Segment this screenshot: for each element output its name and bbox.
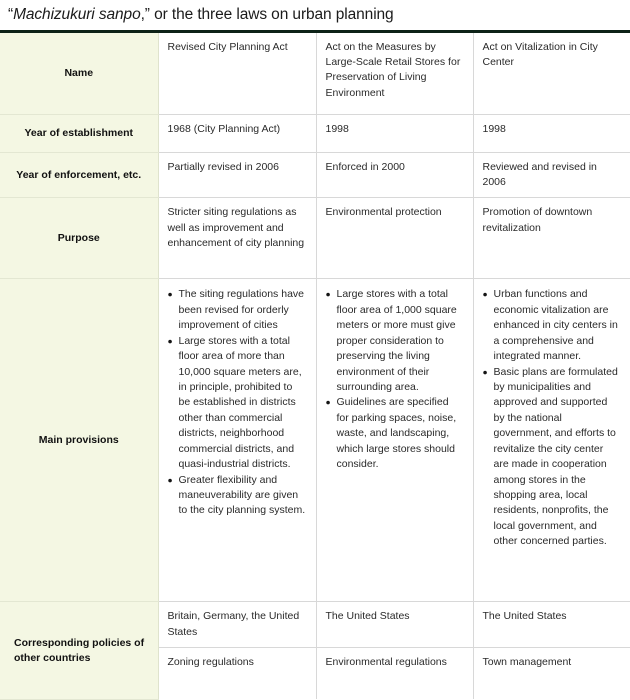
cell-name-col3: Act on Vitalization in City Center (473, 32, 630, 115)
table-row-purpose (0, 198, 630, 279)
table-row-main-provisions (0, 279, 630, 602)
cell-corresponding-policy-col1: Zoning regulations (158, 647, 316, 699)
cell-main-provisions-col2 (316, 279, 473, 602)
cell-year-enforcement-col2: Enforced in 2000 (316, 153, 473, 198)
title-quote-open: “ (8, 6, 14, 23)
provisions-list-col2 (326, 287, 464, 472)
title-italic-term: Machizukuri sanpo (13, 6, 141, 23)
row-label-main-provisions: Main provisions (0, 279, 158, 602)
cell-name-col1: Revised City Planning Act (158, 32, 316, 115)
cell-year-enforcement-col1: Partially revised in 2006 (158, 153, 316, 198)
provisions-list-col3 (483, 287, 622, 549)
provision-item: ● Guidelines are specified for parking spaces, noise, waste, and landscaping, which large stores should consider. (326, 395, 464, 472)
cell-corresponding-policy-col2: Environmental regulations (316, 647, 473, 699)
cell-name-col2: Act on the Measures by Large-Scale Retail Stores for Preservation of Living Environment (316, 32, 473, 115)
cell-corresponding-countries-col1: Britain, Germany, the United States (158, 602, 316, 647)
provision-item: ● Large stores with a total floor area of 1,000 square meters or more must give proper consideration to preserving the living environment of their surrounding area. (326, 287, 464, 395)
provision-item: ● Greater flexibility and maneuverability are given to the city planning system. (168, 473, 307, 519)
cell-main-provisions-col3 (473, 279, 630, 602)
cell-year-establishment-col2: 1998 (316, 115, 473, 153)
row-label-purpose: Purpose (0, 198, 158, 279)
laws-comparison-table (0, 30, 630, 700)
table-row-name (0, 32, 630, 115)
cell-corresponding-policy-col3: Town management (473, 647, 630, 699)
figure-title (0, 0, 630, 30)
provision-item: ● Basic plans are formulated by municipalities and approved and supported by the national government, and efforts to revitalize the city center are made in cooperation among stores in the shopping area, local residents, nonprofits, the local government, and other concerned parties. (483, 365, 622, 550)
row-label-year-establishment: Year of establishment (0, 115, 158, 153)
table-row-year-enforcement (0, 153, 630, 198)
provision-item: ● Large stores with a total floor area of more than 10,000 square meters are, in principle, prohibited to be established in districts other than commercial districts, neighborhood commercial districts, and quasi-industrial districts. (168, 334, 307, 473)
provision-item: ● The siting regulations have been revised for orderly improvement of cities (168, 287, 307, 333)
cell-purpose-col3: Promotion of downtown revitalization (473, 198, 630, 279)
title-quote-close: ,” (140, 6, 150, 23)
cell-purpose-col2: Environmental protection (316, 198, 473, 279)
cell-year-enforcement-col3: Reviewed and revised in 2006 (473, 153, 630, 198)
provision-item: ● Urban functions and economic vitalization are enhanced in city centers in a comprehensive and integrated manner. (483, 287, 622, 364)
provisions-list-col1 (168, 287, 307, 518)
cell-corresponding-countries-col2: The United States (316, 602, 473, 647)
cell-corresponding-countries-col3: The United States (473, 602, 630, 647)
row-label-corresponding-policies: Corresponding policies of other countries (0, 602, 158, 699)
table-row-corresponding-countries (0, 602, 630, 647)
title-remainder: or the three laws on urban planning (149, 6, 394, 23)
cell-main-provisions-col1 (158, 279, 316, 602)
row-label-name: Name (0, 32, 158, 115)
table-row-year-establishment (0, 115, 630, 153)
cell-purpose-col1: Stricter siting regulations as well as improvement and enhancement of city planning (158, 198, 316, 279)
cell-year-establishment-col1: 1968 (City Planning Act) (158, 115, 316, 153)
row-label-year-enforcement: Year of enforcement, etc. (0, 153, 158, 198)
cell-year-establishment-col3: 1998 (473, 115, 630, 153)
